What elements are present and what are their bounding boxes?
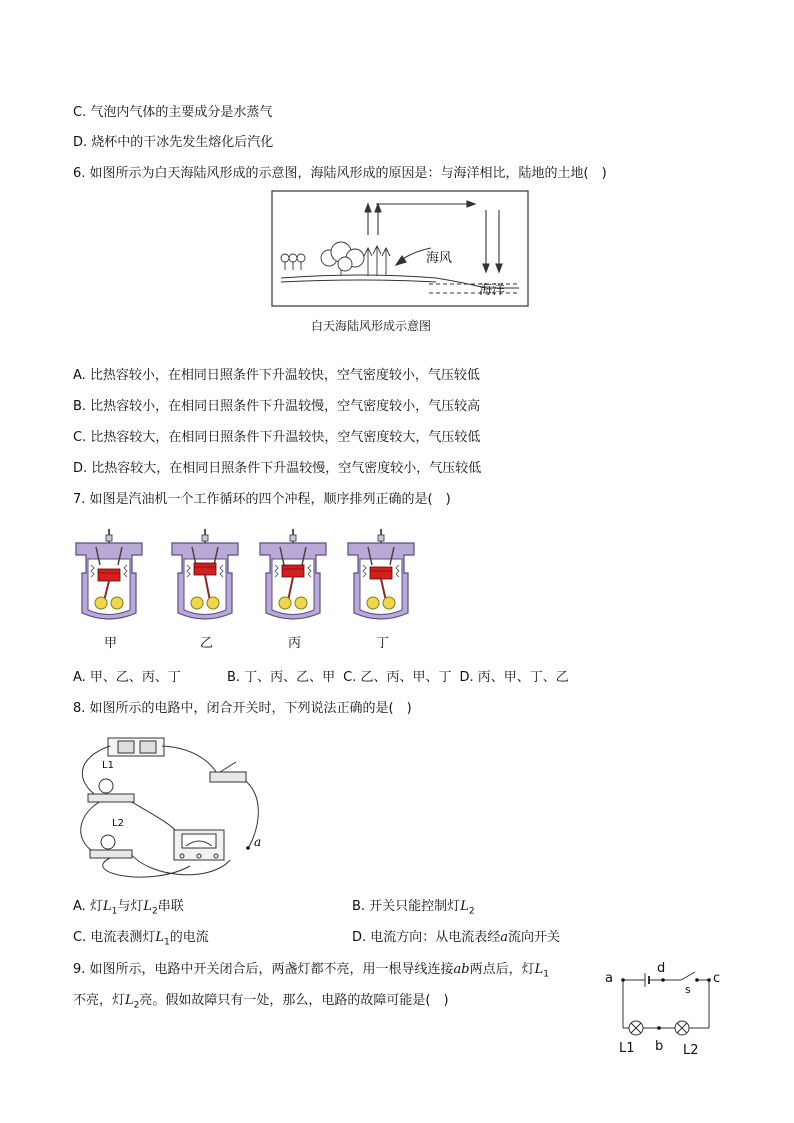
q8-L2-label: L2 <box>112 818 124 829</box>
q9-point-c: c <box>713 971 721 986</box>
q7-stem: 7. 如图是汽油机一个工作循环的四个冲程，顺序排列正确的是( ) <box>73 492 451 507</box>
q9-stem-line2 <box>73 992 449 1015</box>
engine-label: 丙 <box>288 636 302 651</box>
q8-option-a-text3: 串联 <box>157 899 184 914</box>
q6-stem: 6. 如图所示为白天海陆风形成的示意图，海陆风形成的原因是：与海洋相比，陆地的土地( ) <box>73 166 607 181</box>
engine-label: 丁 <box>376 636 390 651</box>
q6-option-c: C. 比热容较大，在相同日照条件下升温较快，空气密度较大，气压较低 <box>73 430 481 445</box>
q9-stem-text: 9. 如图所示，电路中开关闭合后，两盏灯都不亮，用一根导线连接 <box>73 962 454 977</box>
q7-option-a: A. 甲、乙、丙、丁 <box>73 670 181 685</box>
q9-L1-label: L1 <box>619 1041 635 1056</box>
q9-stem-L: L <box>534 962 544 977</box>
q6-option-a: A. 比热容较小，在相同日照条件下升温较快，空气密度较小，气压较低 <box>73 368 480 383</box>
q8-option-c-L: L <box>155 930 164 945</box>
engine-diagram <box>172 529 238 651</box>
q9-line2-L: L <box>125 993 134 1008</box>
q8-option-d-text: D. 电流方向：从电流表经 <box>352 930 501 945</box>
q9-switch-s: s <box>685 983 691 996</box>
q8-option-c <box>73 929 209 952</box>
q9-line2-sub: 2 <box>133 1000 140 1011</box>
sea-breeze-label: 海风 <box>426 251 453 266</box>
q8-option-c-text: C. 电流表测灯 <box>73 930 156 945</box>
q8-option-a-sub: 1 <box>111 906 118 917</box>
q9-line2-text: 不亮，灯 <box>73 993 126 1008</box>
q7-option-c: C. 乙、丙、甲、丁 <box>343 670 452 685</box>
q9-stem-line1 <box>73 961 549 984</box>
engine-diagram <box>348 529 414 651</box>
q8-L1-label: L1 <box>102 760 114 771</box>
q9-stem-ab: ab <box>453 962 470 977</box>
q6-option-b: B. 比热容较小，在相同日照条件下升温较慢，空气密度较小，气压较高 <box>73 399 481 414</box>
engine-label: 甲 <box>104 636 118 651</box>
q9-stem-sub: 1 <box>543 969 550 980</box>
engine-diagram <box>76 529 142 651</box>
q8-option-d <box>352 929 560 947</box>
q9-stem-text2: 两点后，灯 <box>469 962 535 977</box>
sea-land-breeze-figure <box>271 190 529 307</box>
q8-option-a-L: L <box>102 899 112 914</box>
q8-option-a-L2: L <box>143 899 152 914</box>
q8-option-c-sub: 1 <box>163 937 170 948</box>
q9-circuit-figure <box>603 960 728 1060</box>
q8-option-b-text: B. 开关只能控制灯 <box>352 899 461 914</box>
q9-point-b: b <box>655 1039 664 1054</box>
q8-stem: 8. 如图所示的电路中，闭合开关时，下列说法正确的是( ) <box>73 701 412 716</box>
q8-option-a <box>73 898 184 921</box>
q8-option-d-a: a <box>500 930 509 945</box>
q8-option-b-sub: 2 <box>468 906 475 917</box>
q8-option-a-text: A. 灯 <box>73 899 103 914</box>
q8-circuit-figure <box>70 728 270 888</box>
q8-option-a-sub2: 2 <box>151 906 158 917</box>
q8-option-d-text2: 流向开关 <box>508 930 561 945</box>
engine-strokes-figure <box>74 525 414 655</box>
sea-label: 海洋 <box>479 283 506 298</box>
engine-diagram <box>260 529 326 651</box>
q7-option-b: B. 丁、丙、乙、甲 <box>226 670 336 685</box>
q8-option-c-text2: 的电流 <box>169 930 209 945</box>
q5-option-d: D. 烧杯中的干冰先发生熔化后汽化 <box>73 135 274 150</box>
q9-L2-label: L2 <box>683 1043 699 1058</box>
q7-options <box>73 669 569 687</box>
q6-option-d: D. 比热容较大，在相同日照条件下升温较慢，空气密度较小，气压较低 <box>73 461 482 476</box>
q7-option-d: D. 丙、甲、丁、乙 <box>459 670 569 685</box>
q9-point-d: d <box>657 961 666 976</box>
engine-label: 乙 <box>200 636 214 651</box>
q9-line2-text2: 亮。假如故障只有一处，那么，电路的故障可能是( ) <box>139 993 449 1008</box>
q5-option-c: C. 气泡内气体的主要成分是水蒸气 <box>73 105 273 120</box>
q8-option-b-L: L <box>460 899 469 914</box>
q8-option-a-text2: 与灯 <box>117 899 144 914</box>
q8-point-a-label: a <box>254 835 262 849</box>
q9-point-a: a <box>605 971 613 986</box>
q6-figure-caption: 白天海陆风形成示意图 <box>311 319 432 333</box>
q8-option-b <box>352 898 475 921</box>
